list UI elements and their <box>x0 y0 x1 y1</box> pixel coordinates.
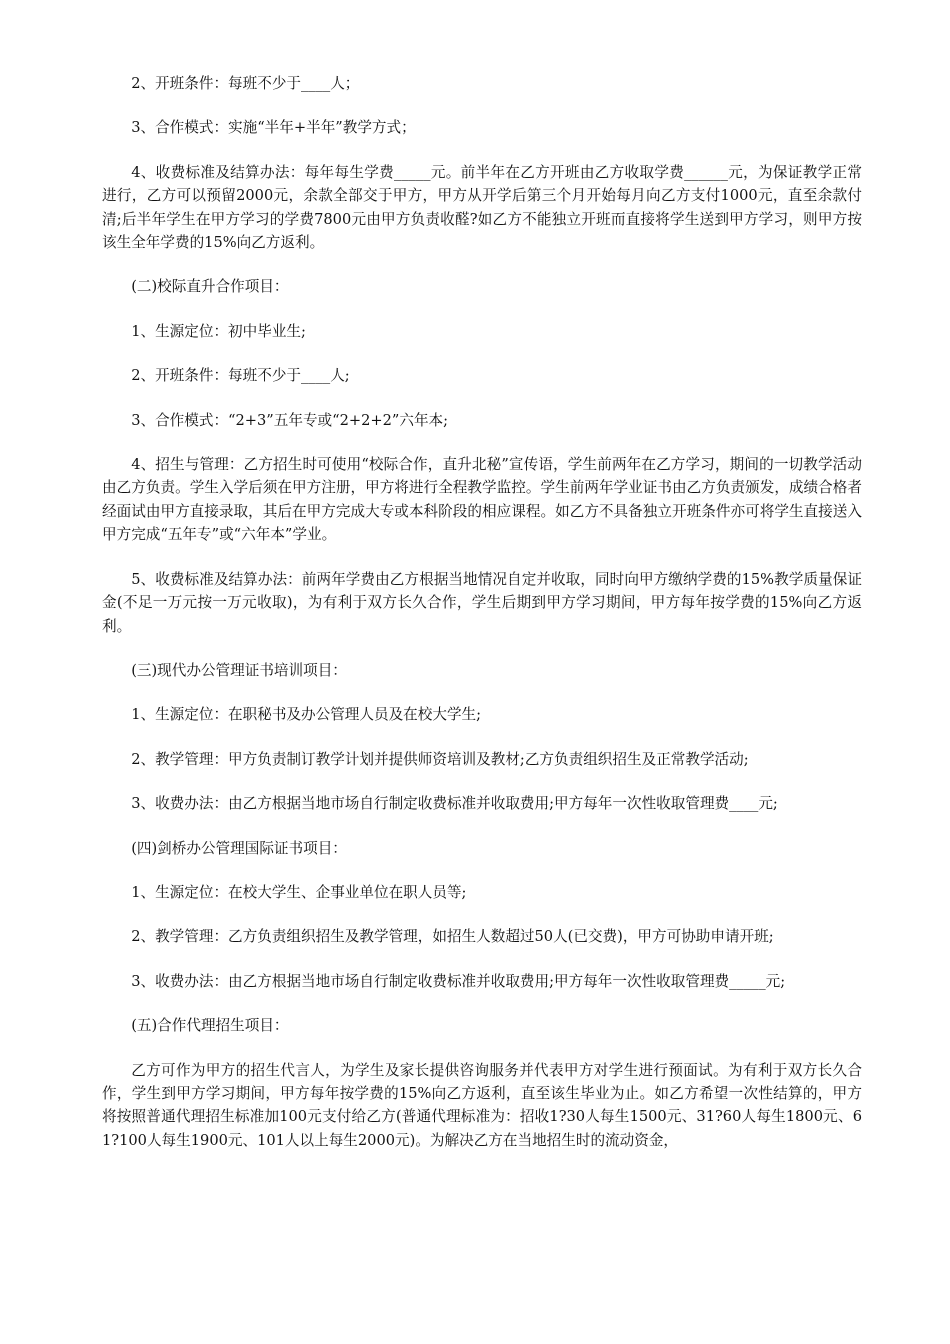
paragraph-cooperation-mode-2: 3、合作模式：“2+3”五年专或“2+2+2”六年本; <box>131 411 449 429</box>
paragraph-student-source-2: 1、生源定位：初中毕业生; <box>131 322 306 340</box>
paragraph-fees-settlement-2: 5、收费标准及结算办法：前两年学费由乙方根据当地情况自定并收取，同时向甲方缴纳学费的15%教学质量保证金(不足一万元按一万元收取)，为有利于双方长久合作，学生后期到甲方学习期间，甲方每年按学费的15%向乙方返利。 <box>102 570 862 635</box>
paragraph-class-size-1: 2、开班条件：每班不少于____人； <box>131 75 360 92</box>
paragraph-teaching-management-3: 2、教学管理：甲方负责制订教学计划并提供师资培训及教材;乙方负责组织招生及正常教学活动; <box>131 750 749 768</box>
section-heading-4: (四)剑桥办公管理国际证书项目： <box>131 839 347 857</box>
paragraph-class-size-2: 2、开班条件：每班不少于____人; <box>131 367 350 385</box>
paragraph-student-source-3: 1、生源定位：在职秘书及办公管理人员及在校大学生; <box>131 706 482 724</box>
section-heading-3: (三)现代办公管理证书培训项目： <box>131 661 347 679</box>
paragraph-teaching-management-4: 2、教学管理：乙方负责组织招生及教学管理，如招生人数超过50人(已交费)，甲方可协助申请开班; <box>131 928 774 946</box>
paragraph-cooperation-mode-1: 3、合作模式：实施“半年+半年”教学方式； <box>131 119 416 137</box>
paragraph-fees-3: 3、收费办法：由乙方根据当地市场自行制定收费标准并收取费用;甲方每年一次性收取管理费____元; <box>131 795 778 813</box>
document-page <box>102 72 862 1152</box>
section-heading-5: (五)合作代理招生项目： <box>131 1017 289 1035</box>
paragraph-fees-4: 3、收费办法：由乙方根据当地市场自行制定收费标准并收取费用;甲方每年一次性收取管理费_____元; <box>131 972 786 990</box>
paragraph-fees-settlement-1: 4、收费标准及结算办法：每年每生学费_____元。前半年在乙方开班由乙方收取学费______元，为保证教学正常进行，乙方可以预留2000元，余款全部交于甲方，甲方从开学后第三个月开始每月向乙方支付1000元，直至余款付清;后半年学生在甲方学习的学费7800元由甲方负责收醛?如乙方不能独立开班而直接将学生送到甲方学习，则甲方按该生全年学费的15%向乙方返利。 <box>102 163 862 252</box>
paragraph-enrollment-management-2: 4、招生与管理：乙方招生时可使用“校际合作，直升北秘”宣传语，学生前两年在乙方学习，期间的一切教学活动由乙方负责。学生入学后须在甲方注册，甲方将进行全程教学监控。学生前两年学业证书由乙方负责颁发，成绩合格者经面试由甲方直接录取，其后在甲方完成大专或本科阶段的相应课程。如乙方不具备独立开班条件亦可将学生直接送入甲方完成“五年专”或“六年本”学业。 <box>102 456 862 544</box>
section-heading-2: (二)校际直升合作项目： <box>131 278 289 296</box>
paragraph-agency-enrollment-5: 乙方可作为甲方的招生代言人，为学生及家长提供咨询服务并代表甲方对学生进行预面试。为有利于双方长久合作，学生到甲方学习期间，甲方每年按学费的15%向乙方返利，直至该生毕业为止。如乙方希望一次性结算的，甲方将按照普通代理招生标准加100元支付给乙方(普通代理标准为：招收1?30人每生1500元、31?60人每生1800元、61?100人每生1900元、101人以上每生2000元)。为解决乙方在当地招生时的流动资金， <box>102 1061 862 1149</box>
paragraph-student-source-4: 1、生源定位：在校大学生、企事业单位在职人员等; <box>131 883 467 901</box>
